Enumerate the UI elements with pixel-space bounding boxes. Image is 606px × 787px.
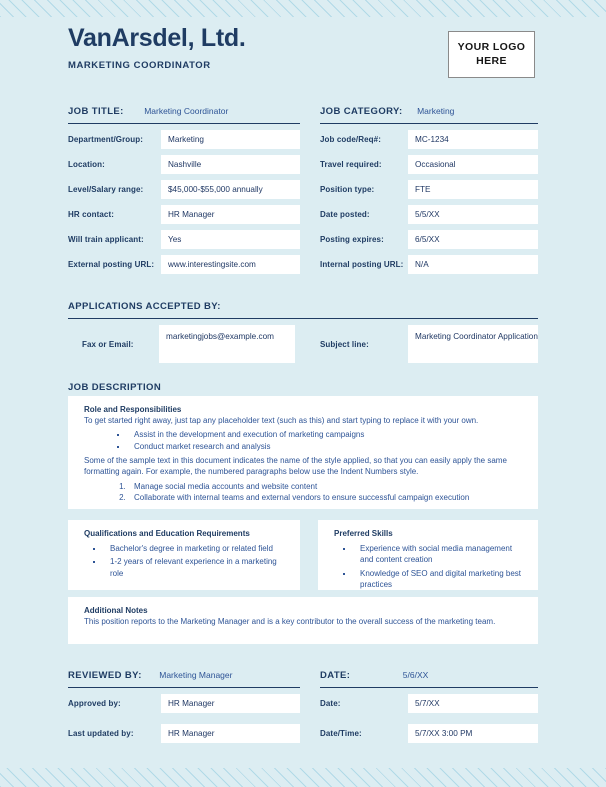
reviewed-by-section-header — [68, 665, 300, 688]
field-label: Last updated by: — [68, 729, 134, 738]
field-row — [68, 205, 300, 224]
field-value[interactable]: 5/7/XX 3:00 PM — [408, 724, 538, 743]
role-paragraph-2[interactable]: Some of the sample text in this document indicates the name of the style applied, so that you can easily apply the same formatting again. For example, the numbered paragraphs below use the Indent Numbers style. — [84, 456, 507, 477]
field-label: Date: — [320, 699, 341, 708]
applications-heading: APPLICATIONS ACCEPTED BY: — [68, 301, 221, 312]
field-value[interactable]: Nashville — [161, 155, 300, 174]
additional-notes-panel — [68, 597, 538, 644]
field-value[interactable]: Occasional — [408, 155, 538, 174]
field-value[interactable]: 5/7/XX — [408, 694, 538, 713]
field-value[interactable]: 6/5/XX — [408, 230, 538, 249]
job-category-value[interactable]: Marketing — [417, 106, 455, 116]
field-label: Position type: — [320, 185, 375, 194]
additional-notes-title: Additional Notes — [84, 606, 148, 615]
reviewed-by-label: REVIEWED BY: — [68, 670, 142, 681]
qualifications-title: Qualifications and Education Requirements — [84, 529, 250, 538]
field-value[interactable]: 5/5/XX — [408, 205, 538, 224]
list-item[interactable]: ▪ Bachelor's degree in marketing or related field — [104, 543, 286, 554]
date-value[interactable]: 5/6/XX — [402, 670, 429, 680]
document-subtitle: MARKETING COORDINATOR — [68, 60, 211, 71]
field-row — [320, 230, 538, 249]
list-item[interactable]: ▪ Knowledge of SEO and digital marketing best practices — [354, 568, 524, 591]
field-row — [320, 694, 538, 713]
field-row — [68, 255, 300, 274]
field-label: Approved by: — [68, 699, 121, 708]
qualifications-panel — [68, 520, 300, 590]
applications-section-header — [68, 296, 538, 319]
field-value[interactable]: $45,000-$55,000 annually — [161, 180, 300, 199]
field-value[interactable]: HR Manager — [161, 694, 300, 713]
list-item[interactable]: ▪ Assist in the development and execution of marketing campaigns — [128, 429, 524, 440]
job-category-section-header — [320, 101, 538, 124]
list-item[interactable]: 2. Collaborate with internal teams and external vendors to ensure successful campaign execution — [128, 492, 524, 503]
field-label: Travel required: — [320, 160, 382, 169]
list-item[interactable]: 1. Manage social media accounts and website content — [128, 481, 524, 492]
subject-line-label: Subject line: — [320, 339, 369, 349]
job-description-heading: JOB DESCRIPTION — [68, 382, 162, 393]
field-row — [68, 694, 300, 713]
field-label: Location: — [68, 160, 105, 169]
field-row — [68, 180, 300, 199]
subject-line-row — [320, 325, 538, 363]
list-item[interactable]: ▪ Conduct market research and analysis — [128, 441, 524, 452]
fax-or-email-label: Fax or Email: — [82, 339, 134, 349]
list-item[interactable]: ▪ Experience with social media management and content creation — [354, 543, 524, 566]
field-label: Will train applicant: — [68, 235, 144, 244]
field-value[interactable]: www.interestingsite.com — [161, 255, 300, 274]
role-responsibilities-title: Role and Responsibilities — [84, 405, 182, 414]
field-label: Level/Salary range: — [68, 185, 144, 194]
logo-placeholder[interactable] — [448, 31, 535, 78]
reviewed-by-value[interactable]: Marketing Manager — [159, 670, 233, 680]
job-title-label: JOB TITLE: — [68, 106, 124, 117]
job-category-label: JOB CATEGORY: — [320, 106, 403, 117]
preferred-skills-bullet-list — [334, 543, 524, 590]
field-label: Posting expires: — [320, 235, 384, 244]
additional-notes-text[interactable]: This position reports to the Marketing Manager and is a key contributor to the overall success of the marketing team. — [84, 617, 496, 626]
fax-or-email-value[interactable]: marketingjobs@example.com — [159, 325, 295, 363]
preferred-skills-title: Preferred Skills — [334, 529, 393, 538]
date-label: DATE: — [320, 670, 351, 681]
logo-line-2: HERE — [476, 54, 507, 67]
field-label: Job code/Req#: — [320, 135, 381, 144]
field-value[interactable]: HR Manager — [161, 724, 300, 743]
field-value[interactable]: N/A — [408, 255, 538, 274]
company-name: VanArsdel, Ltd. — [68, 24, 246, 52]
job-title-value[interactable]: Marketing Coordinator — [144, 106, 229, 116]
list-item[interactable]: ▪ 1-2 years of relevant experience in a marketing role — [104, 556, 286, 579]
subject-line-value[interactable]: Marketing Coordinator Application — [408, 325, 538, 363]
field-value[interactable]: HR Manager — [161, 205, 300, 224]
field-row — [68, 230, 300, 249]
field-row — [320, 255, 538, 274]
field-label: External posting URL: — [68, 260, 155, 269]
role-intro-text[interactable]: To get started right away, just tap any placeholder text (such as this) and start typing to replace it with your own. — [84, 416, 479, 425]
field-row — [320, 724, 538, 743]
field-row — [320, 155, 538, 174]
field-value[interactable]: MC-1234 — [408, 130, 538, 149]
decorative-stripes-top — [0, 0, 606, 17]
field-row — [68, 155, 300, 174]
fax-or-email-row — [82, 325, 295, 363]
field-row — [68, 724, 300, 743]
role-responsibilities-panel — [68, 396, 538, 509]
field-value[interactable]: FTE — [408, 180, 538, 199]
field-label: Internal posting URL: — [320, 260, 404, 269]
role-numbered-list — [84, 481, 524, 504]
field-row — [320, 205, 538, 224]
field-label: Date posted: — [320, 210, 370, 219]
field-value[interactable]: Yes — [161, 230, 300, 249]
role-bullet-list — [84, 429, 524, 452]
date-section-header — [320, 665, 538, 688]
decorative-stripes-bottom — [0, 768, 606, 787]
field-label: Date/Time: — [320, 729, 362, 738]
preferred-skills-panel — [318, 520, 538, 590]
qualifications-bullet-list — [84, 543, 286, 579]
field-value[interactable]: Marketing — [161, 130, 300, 149]
document-header — [68, 26, 245, 71]
logo-line-1: YOUR LOGO — [457, 41, 526, 54]
field-label: Department/Group: — [68, 135, 144, 144]
field-row — [320, 130, 538, 149]
field-label: HR contact: — [68, 210, 114, 219]
field-row — [320, 180, 538, 199]
job-title-section-header — [68, 101, 300, 124]
field-row — [68, 130, 300, 149]
